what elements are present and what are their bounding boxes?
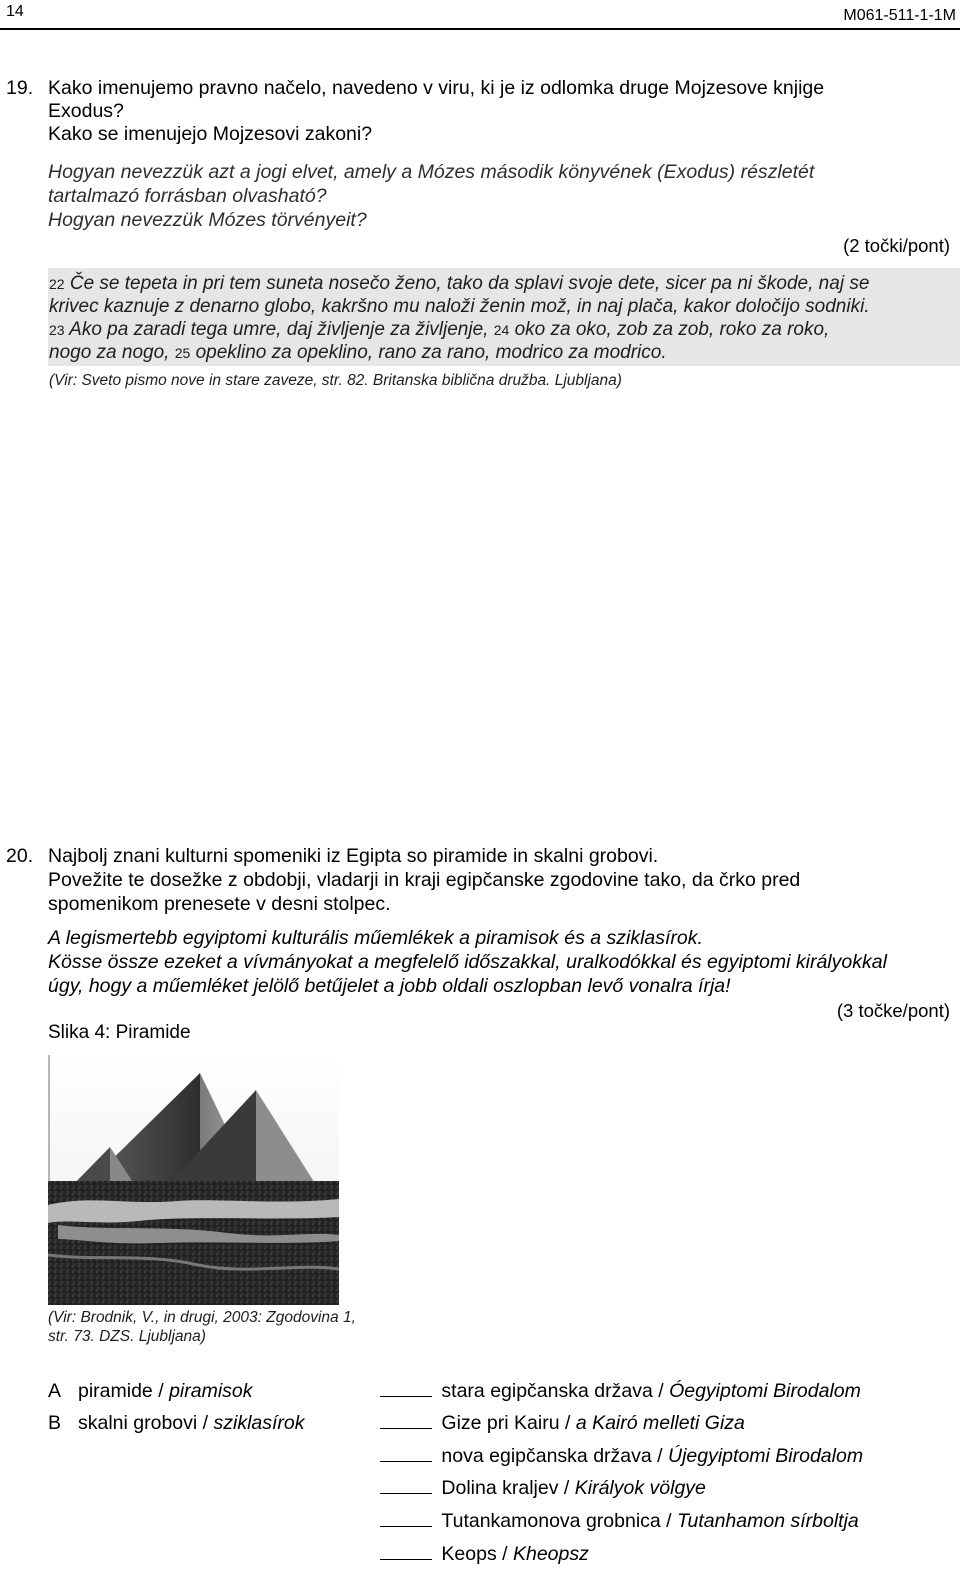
question-text-hu: Kösse össze ezeket a vívmányokat a megfelelő időszakkal, uralkodókkal és egyiptomi királyokkal (48, 951, 887, 973)
points-label: (2 točki/pont) (843, 235, 950, 256)
verse-number: 24 (493, 322, 510, 338)
item-letter: B (48, 1412, 62, 1434)
figure-caption: Slika 4: Piramide (48, 1022, 191, 1043)
source-line: krivec kaznuje z denarno globo, kakršno mu naloži ženin mož, in naj plača, kakor določijo sodniki. (49, 296, 870, 317)
question-text-hu: úgy, hogy a műemléket jelölő betűjelet a jobb oldali oszlopban levő vonalra írja! (48, 975, 731, 997)
answer-blank[interactable] (380, 1427, 432, 1429)
question-text-sl: Exodus? (48, 100, 124, 122)
answer-blank[interactable] (380, 1460, 432, 1462)
answer-blank[interactable] (380, 1525, 432, 1527)
answer-blank[interactable] (380, 1395, 432, 1397)
question-number: 20. (6, 845, 34, 867)
source-line: 23 Ako pa zaradi tega umre, daj življenje za življenje, 24 oko za oko, zob za zob, roko za roko, (49, 319, 830, 340)
verse-number: 25 (174, 345, 191, 361)
figure-source: (Vir: Brodnik, V., in drugi, 2003: Zgodovina 1, (48, 1309, 356, 1326)
question-text-sl: Kako imenujemo pravno načelo, navedeno v viru, ki je iz odlomka druge Mojzesove knjige (48, 77, 825, 99)
right-item: Gize pri Kairu / a Kairó melleti Giza (380, 1412, 745, 1435)
right-item: nova egipčanska država / Újegyiptomi Birodalom (380, 1445, 863, 1468)
pyramids-image (48, 1055, 339, 1305)
question-text-sl: Povežite te dosežke z obdobji, vladarji in kraji egipčanske zgodovine tako, da črko pred (48, 869, 801, 891)
left-item-b: B skalni grobovi / sziklasírok (48, 1412, 305, 1434)
question-text-hu: Hogyan nevezzük azt a jogi elvet, amely a Mózes második könyvének (Exodus) részletét (48, 161, 815, 183)
exam-code: M061-511-1-1M (843, 7, 956, 24)
verse-number: 22 (49, 276, 65, 292)
answer-space[interactable] (48, 400, 948, 830)
question-text-sl: Kako se imenujejo Mojzesovi zakoni? (48, 123, 373, 145)
header-rule (0, 28, 960, 30)
source-line: 22 Če se tepeta in pri tem suneta nosečo ženo, tako da splavi svoje dete, sicer pa ni škode, naj se (49, 273, 870, 294)
pyramids-illustration (48, 1055, 339, 1305)
left-item-a: A piramide / piramisok (48, 1380, 253, 1402)
question-text-hu: Hogyan nevezzük Mózes törvényeit? (48, 209, 367, 231)
right-item: Tutankamonova grobnica / Tutanhamon sírboltja (380, 1510, 859, 1533)
right-item: Dolina kraljev / Királyok völgye (380, 1477, 706, 1500)
question-number: 19. (6, 77, 34, 99)
question-text-sl: Najbolj znani kulturni spomeniki iz Egipta so piramide in skalni grobovi. (48, 845, 659, 867)
question-text-hu: tartalmazó forrásban olvasható? (48, 185, 327, 207)
right-item: Keops / Kheopsz (380, 1543, 589, 1566)
points-label: (3 točke/pont) (836, 1000, 950, 1021)
page-number: 14 (6, 3, 24, 20)
question-text-sl: spomenikom prenesete v desni stolpec. (48, 893, 391, 915)
answer-blank[interactable] (380, 1492, 432, 1494)
source-citation: (Vir: Sveto pismo nove in stare zaveze, str. 82. Britanska biblična družba. Ljubljana) (49, 372, 622, 389)
question-text-hu: A legismertebb egyiptomi kulturális műemlékek a piramisok és a sziklasírok. (48, 927, 703, 949)
figure-source: str. 73. DZS. Ljubljana) (48, 1328, 206, 1345)
answer-blank[interactable] (380, 1558, 432, 1560)
verse-number: 23 (49, 322, 65, 338)
right-item: stara egipčanska država / Óegyiptomi Birodalom (380, 1380, 861, 1403)
item-letter: A (48, 1380, 62, 1402)
source-line: nogo za nogo, 25 opeklino za opeklino, rano za rano, modrico za modrico. (49, 342, 667, 363)
